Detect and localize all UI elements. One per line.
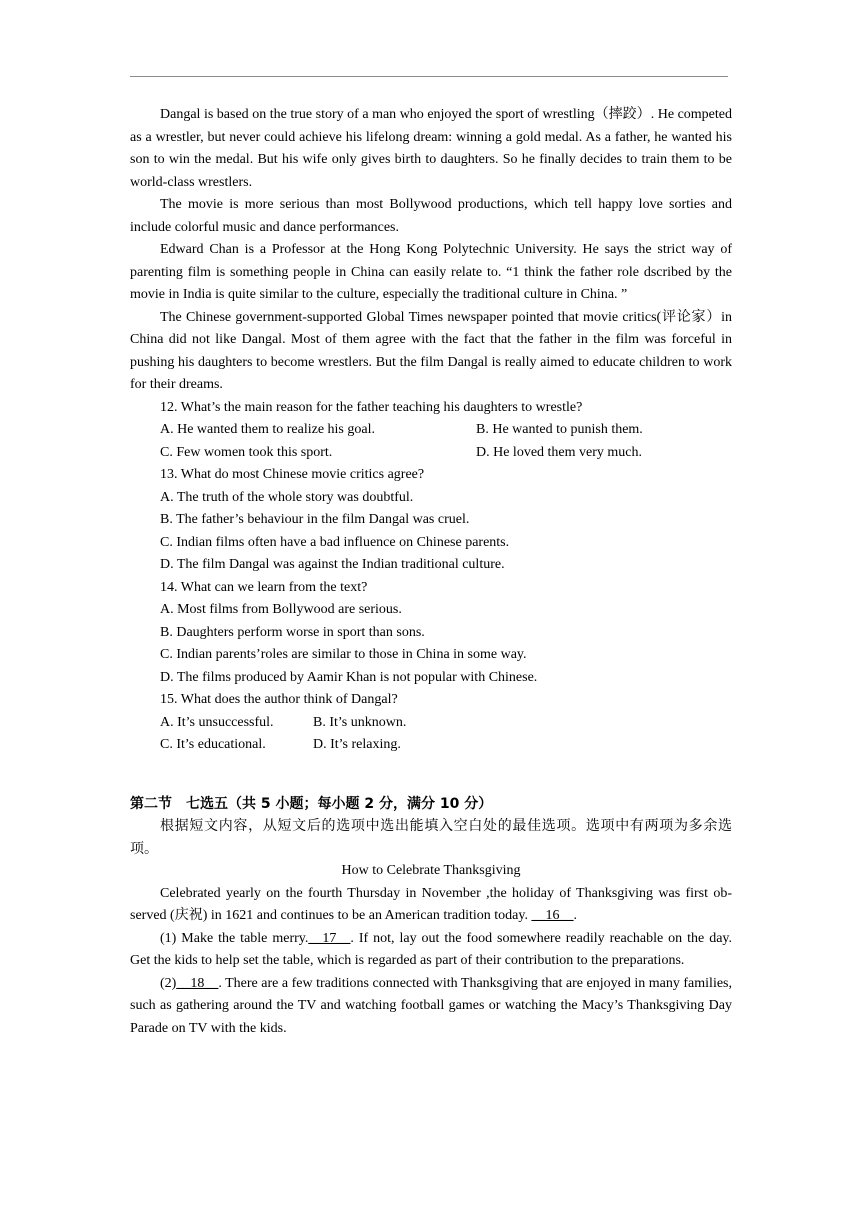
question-15-option-c: C. It’s educational. — [160, 737, 266, 752]
question-14-option-c: C. Indian parents’roles are similar to those in China in some way. — [160, 647, 527, 662]
article-paragraph-3-start: (2) — [160, 975, 177, 991]
question-14-option-d: D. The films produced by Aamir Khan is not popular with Chinese. — [160, 669, 538, 685]
passage-paragraph-2: The movie is more serious than most Bollywood productions, which tell happy love sorties and include colorful music and dance performances. — [130, 197, 732, 235]
question-15-options-row-2 — [130, 734, 732, 757]
blank-17: __17__ — [308, 930, 351, 946]
section-2-instructions: 根据短文内容，从短文后的选项中选出能填入空白处的最佳选项。选项中有两项为多余选项。 — [130, 818, 732, 857]
article-paragraph-2-start: (1) Make the table merry. — [160, 930, 309, 946]
question-14-option-b: B. Daughters perform worse in sport than sons. — [160, 624, 425, 640]
question-15-option-d: D. It’s relaxing. — [313, 737, 401, 752]
question-12-option-c: C. Few women took this sport. — [160, 444, 333, 460]
article-paragraph-2-rest: . If not, lay out the food somewhere readily reachable on the day. Get the kids to help set the table, which is regarded as part of their contribution to the preparations. — [130, 930, 733, 968]
document-body — [130, 104, 732, 1040]
question-12-option-b: B. He wanted to punish them. — [476, 422, 643, 437]
question-13-option-a: A. The truth of the whole story was doubtful. — [160, 489, 414, 505]
question-12-options-row-2 — [130, 442, 732, 465]
question-14-stem: 14. What can we learn from the text? — [160, 579, 368, 595]
article-paragraph-2 — [130, 928, 732, 973]
article-paragraph-1-text: Celebrated yearly on the fourth Thursday in November ,the holiday of Thanksgiving was first ob-served (庆祝) in 1621 and continues to be an American tradition today. — [130, 885, 732, 923]
question-15-options-row-1 — [130, 712, 732, 735]
passage-paragraph-3: Edward Chan is a Professor at the Hong Kong Polytechnic University. He says the strict way of parenting film is something people in China can easily relate to. “1 think the father role dscribed by the movie in India is quite similar to the culture, especially the traditional culture in China. ” — [130, 242, 732, 302]
question-13-option-b: B. The father’s behaviour in the film Dangal was cruel. — [160, 512, 470, 527]
article-paragraph-1 — [130, 883, 732, 928]
question-13-stem: 13. What do most Chinese movie critics agree? — [160, 467, 425, 482]
question-13-option-d: D. The film Dangal was against the Indian traditional culture. — [160, 557, 505, 572]
blank-16: __16__ — [531, 908, 574, 923]
question-12-stem: 12. What’s the main reason for the father teaching his daughters to wrestle? — [160, 399, 583, 415]
article-paragraph-3-rest: . There are a few traditions connected with Thanksgiving that are enjoyed in many families, such as gathering around the TV and watching football games or watching the Macy’s Thanksgiving Day Parade on TV with the kids. — [130, 975, 732, 1036]
blank-18: __18__ — [176, 975, 219, 991]
article-title: How to Celebrate Thanksgiving — [341, 863, 521, 878]
question-12-options-row-1 — [130, 419, 732, 442]
question-13-option-c: C. Indian films often have a bad influence on Chinese parents. — [160, 534, 510, 550]
article-paragraph-3 — [130, 973, 732, 1041]
passage-paragraph-1: Dangal is based on the true story of a man who enjoyed the sport of wrestling（摔跤）. He competed as a wrestler, but never could achieve his lifelong dream: winning a gold medal. As a father, he wanted his son to win the medal. But his wife only gives birth to daughters. So he finally decides to train them to be world-class wrestlers. — [130, 107, 732, 190]
article-paragraph-1-end: . — [573, 908, 577, 923]
question-15-stem: 15. What does the author think of Dangal? — [160, 692, 398, 707]
question-14-option-a: A. Most films from Bollywood are serious. — [160, 602, 402, 617]
section-spacer — [130, 757, 732, 793]
passage-paragraph-4: The Chinese government-supported Global Times newspaper pointed that movie critics(评论家）in China did not like Dangal. Most of them agree with the fact that the father in the film was forceful in pushing his daughters to become wrestlers. But the film Dangal is really aimed to educate children to work for their dreams. — [130, 309, 732, 392]
question-12-option-d: D. He loved them very much. — [476, 444, 643, 460]
question-15-option-b: B. It’s unknown. — [313, 714, 407, 730]
section-2-title: 第二节 七选五（共 5 小题；每小题 2 分，满分 10 分） — [130, 795, 493, 812]
question-15-option-a: A. It’s unsuccessful. — [160, 714, 274, 730]
question-12-option-a: A. He wanted them to realize his goal. — [160, 422, 375, 437]
header-rule — [130, 76, 728, 77]
